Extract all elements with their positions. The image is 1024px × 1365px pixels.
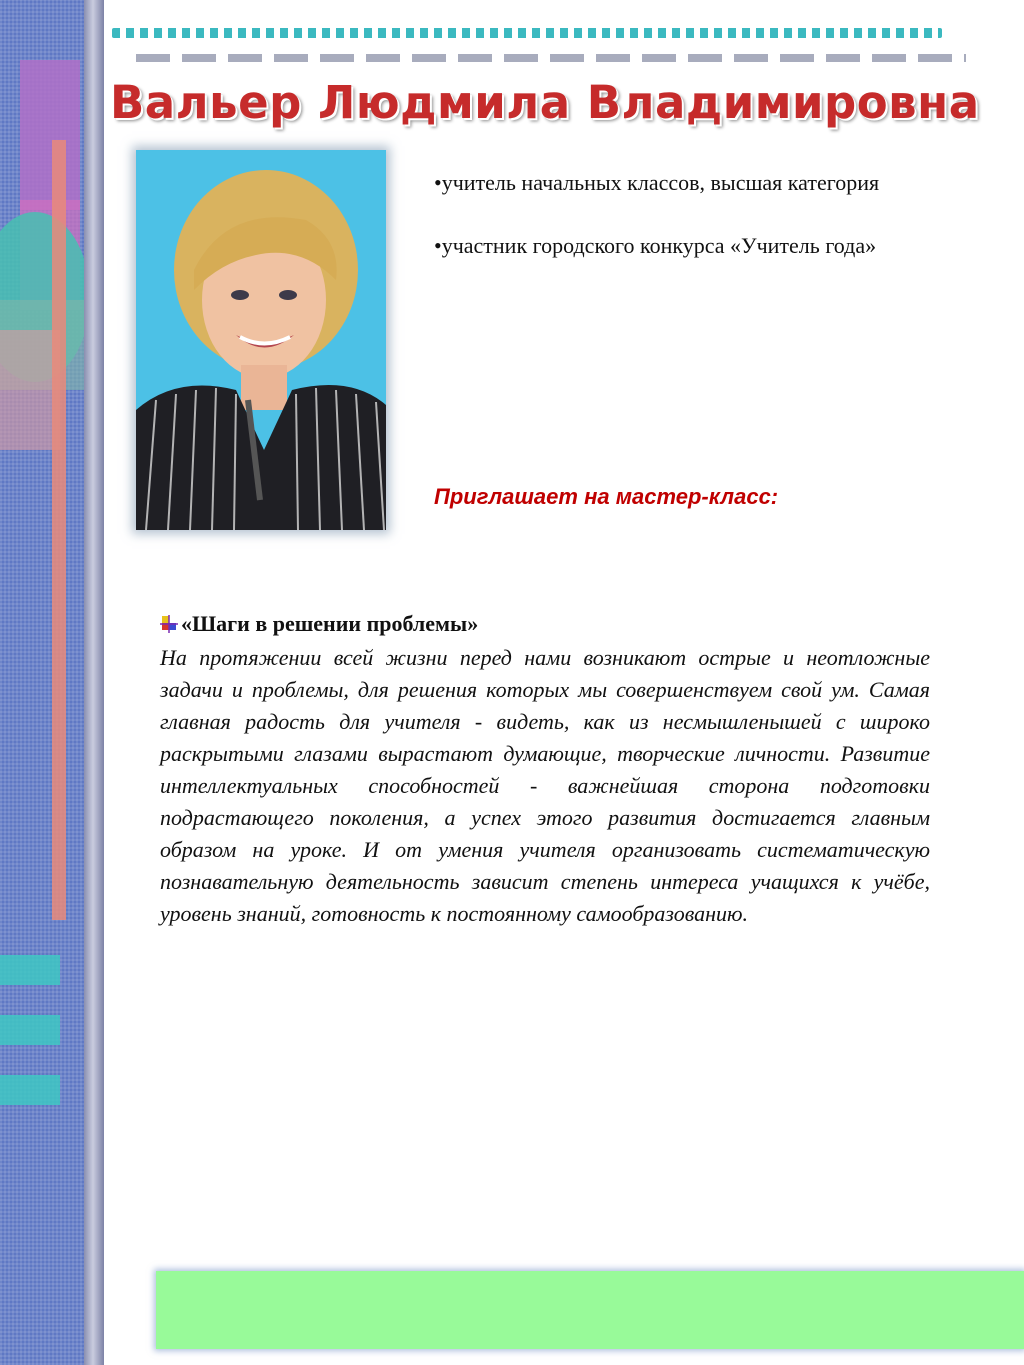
cyan-block-3 [0,1075,60,1105]
portrait-photo [136,150,386,530]
page-title: Вальер Людмила Владимировна [110,76,980,129]
purple-block [20,60,80,210]
portrait-illustration [136,150,386,530]
salmon-block [0,330,60,450]
master-class-description: На протяжении всей жизни перед нами возникают острые и неотложные задачи и проблемы, для решения которых мы совершенствуем свой ум. Самая главная радость для учителя - видеть, как из несмышленышей с широко раскрытыми глазами вырастают думающие, творческие личности. Развитие интеллектуальных способностей - важнейшая сторона подготовки подрастающего поколения, а успех этого развития достигается главным образом на уроке. И от умения учителя организовать систематическую познавательную деятельность зависит степень интереса учащихся к учёбе, уровень знаний, готовность к постоянному самообразованию. [160,645,930,926]
master-class-title: «Шаги в решении проблемы» [181,611,479,636]
master-class-heading [160,611,478,637]
footer-green-bar [156,1271,1024,1349]
invite-text: Приглашает на мастер-класс: [434,484,779,509]
credentials-list [434,168,904,294]
cyan-block-1 [0,955,60,985]
credential-item: •учитель начальных классов, высшая категория [434,170,880,195]
dashed-rule [136,54,966,62]
bullet-marker-icon [160,615,178,633]
credential-item: •участник городского конкурса «Учитель года» [434,233,877,258]
dotted-rule [112,28,942,38]
cyan-block-2 [0,1015,60,1045]
gray-rail [84,0,104,1365]
decorative-side-strip [0,0,88,1365]
salmon-stripe [52,140,66,920]
